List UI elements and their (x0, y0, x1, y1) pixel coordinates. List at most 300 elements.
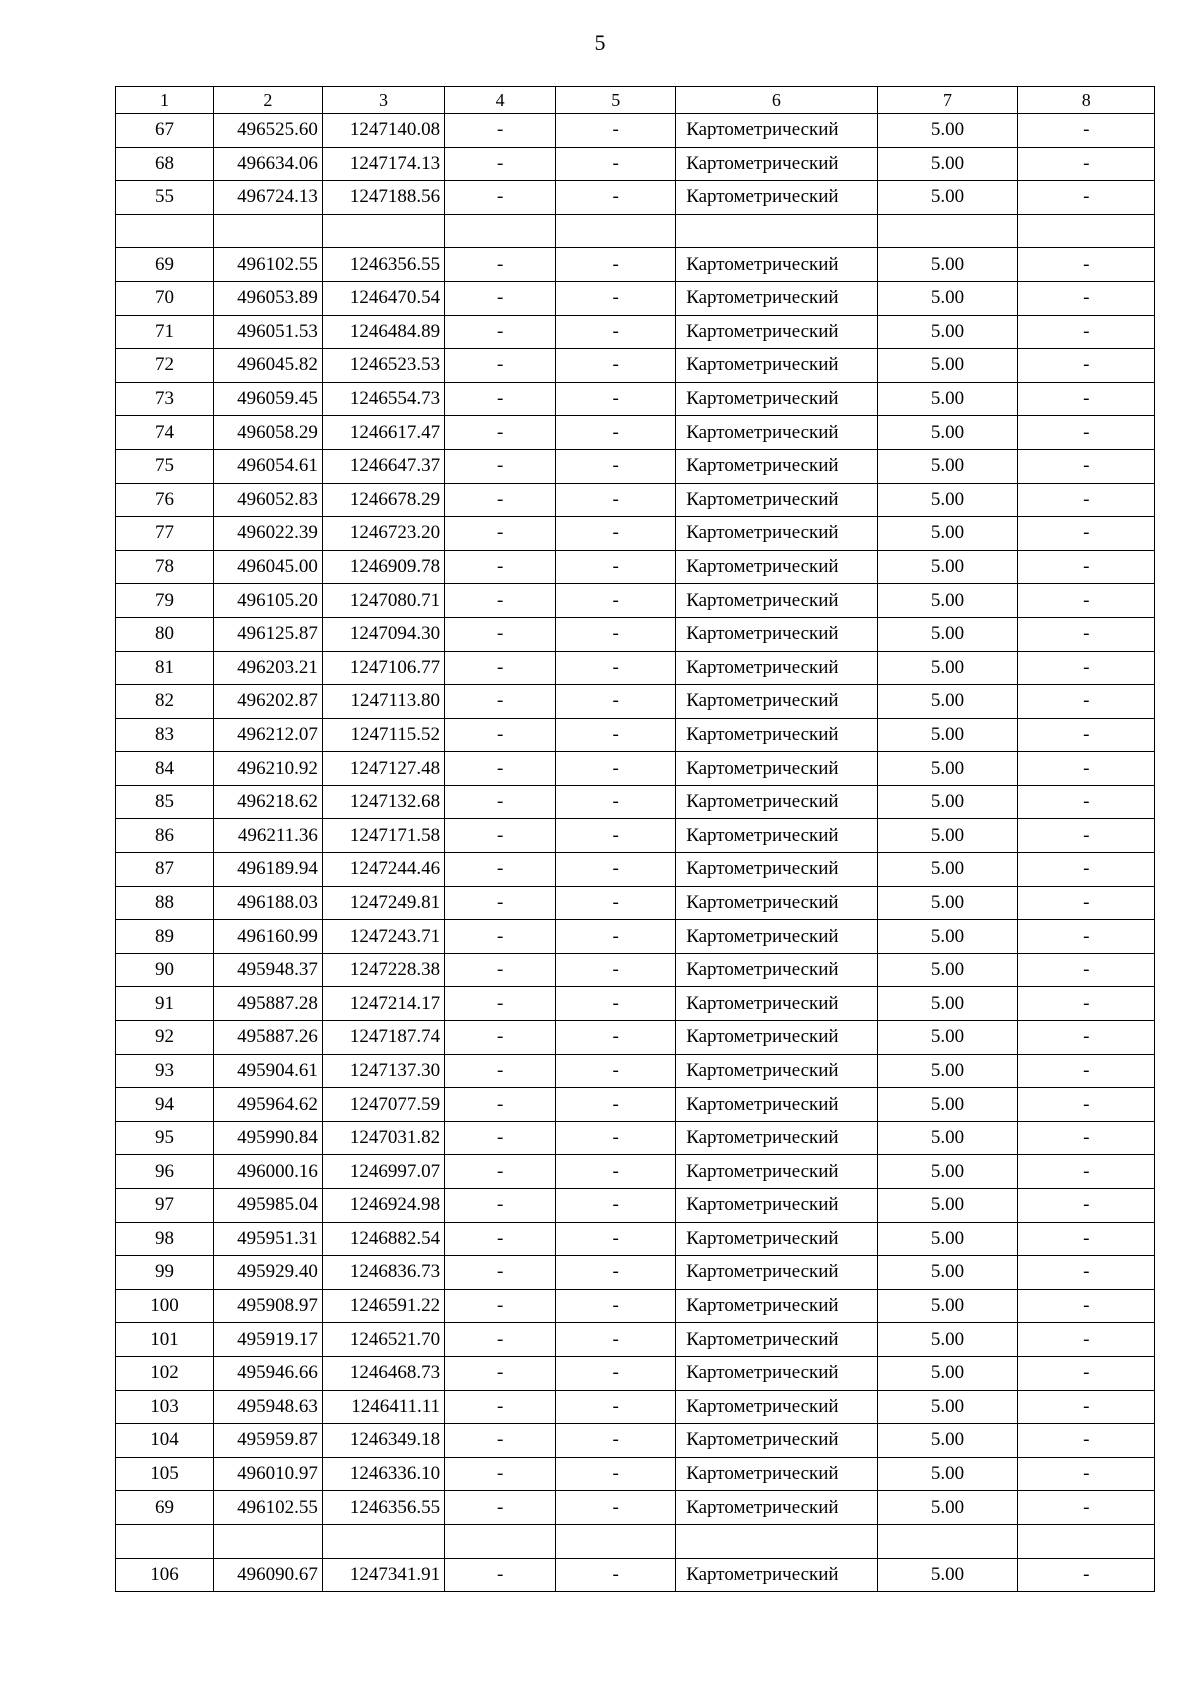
column-header: 5 (556, 87, 676, 114)
table-cell: - (1018, 1356, 1155, 1390)
table-cell: - (445, 1390, 556, 1424)
table-cell: - (556, 315, 676, 349)
table-cell: - (445, 517, 556, 551)
table-cell: - (556, 382, 676, 416)
table-cell (213, 214, 322, 248)
table-row (116, 483, 1155, 517)
table-cell: - (445, 1121, 556, 1155)
table-row (116, 1222, 1155, 1256)
table-cell: 69 (116, 248, 214, 282)
table-row (116, 1356, 1155, 1390)
table-cell: 105 (116, 1457, 214, 1491)
table-cell: 1247174.13 (322, 147, 444, 181)
table-cell: - (556, 819, 676, 853)
table-cell: Картометрический (676, 1558, 877, 1592)
table-cell (322, 1524, 444, 1558)
table-cell: 1247115.52 (322, 718, 444, 752)
table-cell: 70 (116, 281, 214, 315)
table-cell: 100 (116, 1289, 214, 1323)
table-row (116, 281, 1155, 315)
table-cell: - (1018, 248, 1155, 282)
table-cell: 1247094.30 (322, 617, 444, 651)
table-cell: - (1018, 1457, 1155, 1491)
table-row (116, 1289, 1155, 1323)
table-cell: - (445, 886, 556, 920)
table-cell: Картометрический (676, 1155, 877, 1189)
table-cell: - (445, 248, 556, 282)
table-cell: 496022.39 (213, 517, 322, 551)
table-cell: 5.00 (877, 718, 1018, 752)
table-cell: - (1018, 315, 1155, 349)
table-cell: 5.00 (877, 584, 1018, 618)
table-cell: - (445, 1054, 556, 1088)
column-header: 1 (116, 87, 214, 114)
table-row (116, 1323, 1155, 1357)
table-cell: - (556, 1356, 676, 1390)
table-cell: 5.00 (877, 651, 1018, 685)
table-row (116, 651, 1155, 685)
table-cell: 1247077.59 (322, 1088, 444, 1122)
table-cell: 496218.62 (213, 785, 322, 819)
table-cell: - (556, 1021, 676, 1055)
table-cell: - (445, 147, 556, 181)
table-cell: - (1018, 886, 1155, 920)
table-cell: 5.00 (877, 920, 1018, 954)
table-cell: 496105.20 (213, 584, 322, 618)
table-cell: 1246882.54 (322, 1222, 444, 1256)
table-cell: - (1018, 1054, 1155, 1088)
table-cell: 99 (116, 1256, 214, 1290)
table-cell: - (445, 416, 556, 450)
table-cell: 5.00 (877, 114, 1018, 148)
table-cell: - (1018, 550, 1155, 584)
table-cell: 1246521.70 (322, 1323, 444, 1357)
table-cell: 495919.17 (213, 1323, 322, 1357)
table-cell: - (556, 1256, 676, 1290)
table-cell: 5.00 (877, 1558, 1018, 1592)
table-cell: Картометрический (676, 517, 877, 551)
table-cell (676, 1524, 877, 1558)
table-cell: 5.00 (877, 181, 1018, 215)
table-cell: 5.00 (877, 1390, 1018, 1424)
table-row (116, 785, 1155, 819)
table-cell: - (556, 1222, 676, 1256)
table-row (116, 617, 1155, 651)
table-cell: - (556, 550, 676, 584)
table-cell: 5.00 (877, 886, 1018, 920)
table-cell: 67 (116, 114, 214, 148)
table-row (116, 819, 1155, 853)
table-cell: - (556, 449, 676, 483)
table-cell: Картометрический (676, 1491, 877, 1525)
table-cell: - (1018, 685, 1155, 719)
table-cell: 89 (116, 920, 214, 954)
table-cell: Картометрический (676, 147, 877, 181)
table-cell: - (1018, 1155, 1155, 1189)
table-cell: - (556, 1189, 676, 1223)
table-cell: - (445, 1189, 556, 1223)
table-cell: Картометрический (676, 886, 877, 920)
table-row (116, 1121, 1155, 1155)
table-cell: 1247228.38 (322, 953, 444, 987)
table-cell: Картометрический (676, 785, 877, 819)
table-cell: 5.00 (877, 382, 1018, 416)
table-cell: 496634.06 (213, 147, 322, 181)
table-cell: 1246647.37 (322, 449, 444, 483)
table-cell: Картометрический (676, 819, 877, 853)
table-cell: 496059.45 (213, 382, 322, 416)
table-cell: 86 (116, 819, 214, 853)
table-cell: 495887.28 (213, 987, 322, 1021)
table-cell: 1246336.10 (322, 1457, 444, 1491)
table-row (116, 550, 1155, 584)
table-cell: - (556, 718, 676, 752)
table-cell: - (445, 651, 556, 685)
table-cell: - (1018, 1256, 1155, 1290)
table-cell: - (556, 1121, 676, 1155)
table-row (116, 517, 1155, 551)
table-cell: 496102.55 (213, 248, 322, 282)
table-cell: 83 (116, 718, 214, 752)
table-cell: 5.00 (877, 1054, 1018, 1088)
table-cell: Картометрический (676, 1121, 877, 1155)
table-cell: 496010.97 (213, 1457, 322, 1491)
table-cell: Картометрический (676, 483, 877, 517)
table-cell: 1247243.71 (322, 920, 444, 954)
table-cell: Картометрический (676, 1323, 877, 1357)
table-cell: 76 (116, 483, 214, 517)
table-cell: - (1018, 1558, 1155, 1592)
table-cell: - (556, 1457, 676, 1491)
table-cell: 496525.60 (213, 114, 322, 148)
table-cell: - (445, 685, 556, 719)
table-cell (116, 214, 214, 248)
table-cell (877, 214, 1018, 248)
table-cell: - (445, 1491, 556, 1525)
table-cell: 5.00 (877, 1256, 1018, 1290)
table-cell: - (445, 483, 556, 517)
table-cell (322, 214, 444, 248)
table-cell: 1247187.74 (322, 1021, 444, 1055)
table-cell: - (556, 853, 676, 887)
table-cell: Картометрический (676, 1054, 877, 1088)
table-cell: - (1018, 1021, 1155, 1055)
table-cell: - (445, 1558, 556, 1592)
table-cell: 5.00 (877, 1121, 1018, 1155)
table-cell: 5.00 (877, 517, 1018, 551)
table-cell: 90 (116, 953, 214, 987)
table-cell: Картометрический (676, 281, 877, 315)
table-cell: 5.00 (877, 1289, 1018, 1323)
table-cell: 5.00 (877, 1088, 1018, 1122)
table-cell: - (1018, 1289, 1155, 1323)
table-cell: - (445, 1457, 556, 1491)
table-cell: 496054.61 (213, 449, 322, 483)
table-cell: 1247244.46 (322, 853, 444, 887)
table-cell (877, 1524, 1018, 1558)
table-cell: - (445, 1021, 556, 1055)
table-cell: 495948.37 (213, 953, 322, 987)
table-cell: Картометрический (676, 1088, 877, 1122)
table-cell: - (445, 1088, 556, 1122)
table-cell: - (445, 281, 556, 315)
table-cell: - (1018, 1189, 1155, 1223)
table-cell: 106 (116, 1558, 214, 1592)
table-cell: 496045.82 (213, 349, 322, 383)
table-cell: - (556, 617, 676, 651)
table-cell (213, 1524, 322, 1558)
table-cell: 1247137.30 (322, 1054, 444, 1088)
table-row (116, 920, 1155, 954)
table-cell: - (445, 617, 556, 651)
table-cell: - (445, 1323, 556, 1357)
table-cell: 5.00 (877, 953, 1018, 987)
table-cell: - (445, 987, 556, 1021)
table-cell: - (445, 752, 556, 786)
table-cell: Картометрический (676, 1256, 877, 1290)
table-cell: 69 (116, 1491, 214, 1525)
table-cell: 5.00 (877, 685, 1018, 719)
table-cell: - (1018, 1390, 1155, 1424)
table-cell: - (556, 752, 676, 786)
table-cell: - (556, 1491, 676, 1525)
table-cell: Картометрический (676, 382, 877, 416)
table-cell: 1247171.58 (322, 819, 444, 853)
table-cell: - (556, 685, 676, 719)
table-cell: 5.00 (877, 1189, 1018, 1223)
table-cell: - (1018, 114, 1155, 148)
table-cell: 1246924.98 (322, 1189, 444, 1223)
table-cell: - (556, 281, 676, 315)
table-row (116, 853, 1155, 887)
page-number: 5 (594, 30, 606, 55)
table-cell: 5.00 (877, 315, 1018, 349)
table-cell: 495929.40 (213, 1256, 322, 1290)
table-cell: Картометрический (676, 920, 877, 954)
table-cell: 496211.36 (213, 819, 322, 853)
table-row (116, 1558, 1155, 1592)
table-cell: 1247140.08 (322, 114, 444, 148)
table-cell: - (556, 114, 676, 148)
table-cell: 1246997.07 (322, 1155, 444, 1189)
table-cell: Картометрический (676, 1390, 877, 1424)
table-cell: 496202.87 (213, 685, 322, 719)
table-cell: 5.00 (877, 147, 1018, 181)
table-cell: 103 (116, 1390, 214, 1424)
table-cell: 96 (116, 1155, 214, 1189)
table-cell: 79 (116, 584, 214, 618)
table-cell: Картометрический (676, 718, 877, 752)
table-cell: - (556, 483, 676, 517)
table-cell: - (1018, 147, 1155, 181)
table-cell: 104 (116, 1424, 214, 1458)
table-cell: - (445, 1356, 556, 1390)
table-cell: - (1018, 483, 1155, 517)
table-cell: Картометрический (676, 1356, 877, 1390)
table-cell (556, 214, 676, 248)
column-header: 8 (1018, 87, 1155, 114)
table-cell: Картометрический (676, 315, 877, 349)
table-cell: - (556, 517, 676, 551)
table-cell: 5.00 (877, 617, 1018, 651)
table-row (116, 382, 1155, 416)
table-cell: 1246554.73 (322, 382, 444, 416)
table-cell: - (556, 416, 676, 450)
table-cell: Картометрический (676, 752, 877, 786)
table-cell: 496125.87 (213, 617, 322, 651)
table-cell: - (445, 953, 556, 987)
table-cell: Картометрический (676, 584, 877, 618)
table-cell: 84 (116, 752, 214, 786)
table-cell: 496102.55 (213, 1491, 322, 1525)
table-cell: 87 (116, 853, 214, 887)
table-cell: 495887.26 (213, 1021, 322, 1055)
table-row (116, 449, 1155, 483)
table-row (116, 718, 1155, 752)
table-cell: - (1018, 281, 1155, 315)
column-header: 6 (676, 87, 877, 114)
table-cell: - (556, 1054, 676, 1088)
table-row (116, 886, 1155, 920)
table-cell: - (1018, 349, 1155, 383)
table-cell: - (1018, 752, 1155, 786)
table-cell: - (445, 1222, 556, 1256)
table-cell: Картометрический (676, 987, 877, 1021)
table-cell: - (1018, 853, 1155, 887)
table-cell: 1246484.89 (322, 315, 444, 349)
table-cell: - (445, 819, 556, 853)
table-cell: - (445, 449, 556, 483)
table-cell: 495959.87 (213, 1424, 322, 1458)
table-cell: 1246723.20 (322, 517, 444, 551)
table-cell: 94 (116, 1088, 214, 1122)
table-cell: - (556, 147, 676, 181)
table-cell: - (445, 382, 556, 416)
table-cell: - (556, 1155, 676, 1189)
table-row (116, 953, 1155, 987)
table-cell (445, 1524, 556, 1558)
table-cell: - (1018, 1121, 1155, 1155)
table-cell: - (445, 1155, 556, 1189)
table-cell: 495985.04 (213, 1189, 322, 1223)
table-row (116, 416, 1155, 450)
table-cell: Картометрический (676, 1289, 877, 1323)
table-cell: 495908.97 (213, 1289, 322, 1323)
table-cell: - (556, 1088, 676, 1122)
table-cell: - (1018, 382, 1155, 416)
table-cell: - (1018, 920, 1155, 954)
table-cell: - (1018, 987, 1155, 1021)
table-cell: - (445, 315, 556, 349)
table-row (116, 1457, 1155, 1491)
table-cell: 5.00 (877, 449, 1018, 483)
table-cell: - (556, 349, 676, 383)
table-cell: 496189.94 (213, 853, 322, 887)
table-cell: 80 (116, 617, 214, 651)
table-cell: - (556, 785, 676, 819)
table-cell (1018, 1524, 1155, 1558)
table-cell: 1247113.80 (322, 685, 444, 719)
table-cell (556, 1524, 676, 1558)
table-cell: 496053.89 (213, 281, 322, 315)
table-cell: - (445, 1289, 556, 1323)
table-cell: - (445, 1256, 556, 1290)
table-row (116, 584, 1155, 618)
table-cell: - (1018, 1424, 1155, 1458)
table-cell: 91 (116, 987, 214, 1021)
table-cell: - (556, 1558, 676, 1592)
table-cell: 496724.13 (213, 181, 322, 215)
table-cell: 78 (116, 550, 214, 584)
table-cell: 5.00 (877, 1021, 1018, 1055)
table-row (116, 1256, 1155, 1290)
table-cell: 1247031.82 (322, 1121, 444, 1155)
table-cell: 71 (116, 315, 214, 349)
table-row (116, 1524, 1155, 1558)
table-cell: - (1018, 1491, 1155, 1525)
table-row (116, 114, 1155, 148)
table-cell: 5.00 (877, 819, 1018, 853)
table-cell: - (556, 1390, 676, 1424)
table-cell: - (556, 1424, 676, 1458)
table-cell: Картометрический (676, 617, 877, 651)
table-cell: 1246523.53 (322, 349, 444, 383)
table-cell: 1247106.77 (322, 651, 444, 685)
table-cell: Картометрический (676, 248, 877, 282)
table-row (116, 1491, 1155, 1525)
table-cell: Картометрический (676, 449, 877, 483)
table-row (116, 1155, 1155, 1189)
table-cell: 496045.00 (213, 550, 322, 584)
table-cell: Картометрический (676, 1222, 877, 1256)
table-cell: Картометрический (676, 685, 877, 719)
table-row (116, 214, 1155, 248)
table-row (116, 752, 1155, 786)
coordinates-table (115, 86, 1155, 1592)
table-cell: Картометрический (676, 416, 877, 450)
table-cell: - (445, 853, 556, 887)
table-cell: Картометрический (676, 953, 877, 987)
table-cell: 1246356.55 (322, 248, 444, 282)
table-cell: 77 (116, 517, 214, 551)
column-header: 3 (322, 87, 444, 114)
table-header-row (116, 87, 1155, 114)
table-row (116, 1424, 1155, 1458)
table-cell: 5.00 (877, 1222, 1018, 1256)
table-row (116, 315, 1155, 349)
table-cell: 82 (116, 685, 214, 719)
table-cell: - (1018, 819, 1155, 853)
table-cell: 496000.16 (213, 1155, 322, 1189)
table-cell: 496210.92 (213, 752, 322, 786)
table-cell: - (556, 651, 676, 685)
table-cell: 5.00 (877, 853, 1018, 887)
table-cell: 5.00 (877, 785, 1018, 819)
table-cell: 496160.99 (213, 920, 322, 954)
table-cell: - (556, 584, 676, 618)
column-header: 7 (877, 87, 1018, 114)
table-cell: 55 (116, 181, 214, 215)
table-cell: 1246678.29 (322, 483, 444, 517)
table-cell: - (1018, 584, 1155, 618)
table-cell: 1246470.54 (322, 281, 444, 315)
table-cell: 1246617.47 (322, 416, 444, 450)
table-cell: 92 (116, 1021, 214, 1055)
table-cell: 495948.63 (213, 1390, 322, 1424)
table-cell: - (556, 248, 676, 282)
table-cell: Картометрический (676, 349, 877, 383)
table-cell: - (1018, 617, 1155, 651)
